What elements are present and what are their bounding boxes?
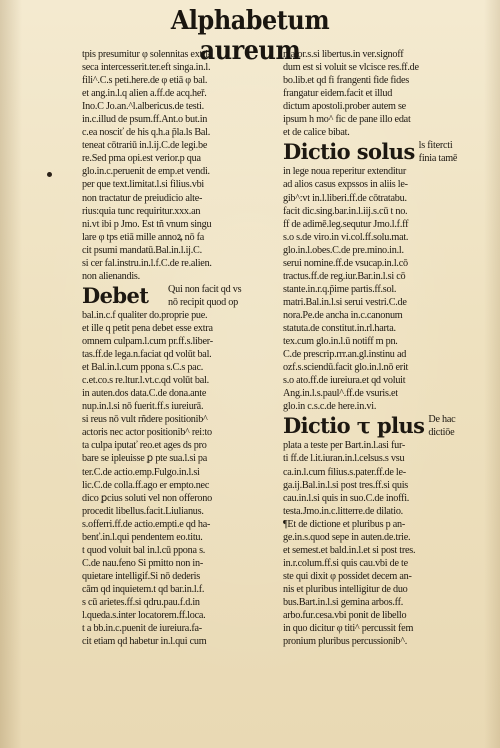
text-line: et de calice bibat. bbox=[283, 127, 350, 139]
text-line: lare φ tps etiā mille annoꝝ nō fa bbox=[82, 231, 205, 243]
text-line: ni.vt ibi p Jmo. Est tñ vnum singu bbox=[82, 218, 212, 230]
text-line: tas.ff.de lega.n.faciat qd volūt bal. bbox=[82, 349, 212, 361]
text-line: dico ꝑcius soluti vel non offerono bbox=[82, 492, 212, 504]
text-line: t a bb.in.c.puenit de iureiura.fa- bbox=[82, 623, 202, 635]
text-line: ¶Et de dictione et pluribus p an- bbox=[283, 518, 405, 530]
text-line: bal.in.c.f qualiter do.proprie pue. bbox=[82, 309, 208, 321]
dictio-solus-entry-body bbox=[283, 165, 483, 413]
text-line: ozf.s.sciendū.facit glo.in.l.nō erit bbox=[283, 362, 409, 374]
text-line: in.c.illud de psum.ff.Ant.o but.in bbox=[82, 114, 208, 126]
text-line: dum est si voluit se vlcisce res.ff.de bbox=[283, 62, 419, 74]
entry-heading-debet: Debet bbox=[82, 282, 149, 308]
text-line: nup.in.l.si nō fuerit.ff.s iureiurā. bbox=[82, 401, 204, 413]
text-line: maior.s.si libertus.in ver.signoff bbox=[283, 49, 404, 60]
running-title: Alphabetum aureum bbox=[170, 6, 330, 66]
text-line: Ino.C Jo.an.^l.albericus.de testi. bbox=[82, 101, 204, 113]
text-line: et semest.et bald.in.l.et si post tres. bbox=[283, 544, 416, 556]
right-column bbox=[283, 48, 483, 648]
text-line: tpis presumitur φ solennitas extri- bbox=[82, 49, 211, 60]
text-line: s.offerri.ff.de actio.empti.e qd ha- bbox=[82, 518, 211, 530]
text-line: testa.Jmo.in.c.litterre.de dilatio. bbox=[283, 505, 403, 517]
text-line: cit etiam qd habetur in.l.qui cum bbox=[82, 636, 207, 648]
text-line: ti ff.de l.it.iuran.in.l.celsus.s vsu bbox=[283, 453, 405, 465]
text-line: gib^:vt in.l.liberi.ff.de cōtratabu. bbox=[283, 192, 407, 204]
text-line: glo.in c.s.c.de here.in.vi. bbox=[283, 401, 377, 413]
text-line: bus.Bart.in.l.si gemina arbos.ff. bbox=[283, 596, 404, 608]
text-line: c.et.co.s re.ltur.l.vt.c.qd volūt bal. bbox=[82, 375, 209, 387]
text-line: s.o s.de viro.in vi.col.ff.solu.mat. bbox=[283, 231, 409, 243]
text-line: s.o ato.ff.de iureiura.et qd voluit bbox=[283, 375, 406, 387]
text-line: glo.in.c.peruenit de emp.et vendi. bbox=[82, 166, 210, 178]
text-line: Ang.in.l.s.paul^.ff.de vsuris.et bbox=[283, 388, 398, 400]
text-line: procedit libellus.facit.Liulianus. bbox=[82, 505, 204, 517]
text-line: Qui non facit qd vs bbox=[168, 283, 242, 295]
text-line: pronium pluribus percussionib^. bbox=[283, 636, 408, 648]
text-line: ad alios casus expssos in aliis le- bbox=[283, 179, 408, 191]
text-line: plata a teste per Bart.in.l.asi fur- bbox=[283, 440, 406, 452]
ink-spot bbox=[47, 172, 52, 177]
text-line: re.Sed pma opi.est verior.p qua bbox=[82, 153, 201, 165]
text-line: bo.lib.et qd fi frangenti fide fides bbox=[283, 75, 409, 87]
text-line: De hac bbox=[428, 414, 456, 426]
text-line: bare se ipleuisse ꝑ pte sua.l.si pa bbox=[82, 453, 208, 465]
text-line: non tractatur de preiudicio alte- bbox=[82, 192, 203, 204]
text-line: in auten.dos data.C.de dona.ante bbox=[82, 388, 207, 400]
text-line: C.de prescrip.rrr.an.gl.instinu ad bbox=[283, 349, 407, 361]
text-line: dictiōe bbox=[428, 427, 455, 439]
text-line: fili^.C.s peti.here.de φ etiā φ bal. bbox=[82, 75, 208, 87]
dictio-solus-entry-heading bbox=[283, 139, 483, 165]
text-line: lic.C.de colla.ff.ago er empto.nec bbox=[82, 479, 210, 491]
text-line: nora.Pe.de ancha in.c.canonum bbox=[283, 309, 403, 321]
debet-entry-heading bbox=[82, 283, 282, 309]
text-line: ff de adimē.leg.sequtur Jmo.l.f.ff bbox=[283, 218, 409, 230]
text-line: in quo dicitur φ titi^ percussit fem bbox=[283, 623, 414, 635]
debet-entry-body bbox=[82, 309, 282, 648]
dictio-plus-entry-body bbox=[283, 439, 483, 648]
text-line: statuta.de constitut.in.rl.harta. bbox=[283, 322, 396, 334]
text-line: ta culpa iputať reo.et ages ds pro bbox=[82, 440, 207, 452]
text-line: C.de nau.feno Si pmitto non in- bbox=[82, 557, 203, 569]
text-line: omnem culpam.l.cum pr.ff.s.liber- bbox=[82, 336, 213, 348]
text-line: facit dic.sing.bar.in.l.iij.s.cū t no. bbox=[283, 205, 408, 217]
text-line: per que text.limitat.l.si filius.vbi bbox=[82, 179, 205, 191]
text-line: seca intercesserit.ter.eft singa.in.l. bbox=[82, 62, 211, 74]
heading-side-text bbox=[428, 413, 483, 439]
text-line: ter.C.de actio.emp.Fulgo.in.l.si bbox=[82, 466, 200, 478]
text-line: actoris nec actor positionib^ rei:to bbox=[82, 427, 212, 439]
text-line: cām qd inquietem.t qd bar.in.l.f. bbox=[82, 583, 205, 595]
text-line: s cū arietes.ff.si qdru.pau.f.d.in bbox=[82, 596, 200, 608]
text-line: et Bal.in.l.cum ppona s.C.s pac. bbox=[82, 362, 204, 374]
text-line: serui nomine.ff.de vsucap.in.l.cō bbox=[283, 257, 408, 269]
text-line: teneat cōtrariū in.l.ij.C.de legi.be bbox=[82, 140, 208, 152]
text-line: tractus.ff.de reg.iur.Bar.in.l.si cō bbox=[283, 270, 406, 282]
dictio-plus-entry-heading bbox=[283, 413, 483, 439]
text-line: si reus nō vult rñdere positionib^ bbox=[82, 414, 208, 426]
heading-side-text bbox=[419, 139, 483, 165]
heading-side-text bbox=[168, 283, 282, 309]
text-line: arbo.fur.cesa.vbi ponit de libello bbox=[283, 610, 407, 622]
text-line: ipsum h mo^ fic de pane illo edat bbox=[283, 114, 411, 126]
text-line: ste qui dixit φ possidet decem an- bbox=[283, 570, 412, 582]
text-line: si cer fal.instru.in.l.f.C.de re.alien. bbox=[82, 257, 212, 269]
entry-heading-dictio-plus: Dictio τ plus bbox=[283, 413, 425, 439]
text-line: ge.in.s.quod sepe in auten.de.trie. bbox=[283, 531, 411, 543]
left-column bbox=[82, 48, 282, 648]
text-line: frangatur eidem.facit et illud bbox=[283, 88, 393, 100]
text-line: ga.ij.Bal.in.l.si post tres.ff.si quis bbox=[283, 479, 409, 491]
text-line: cau.in.l.si quis in suo.C.de inoffi. bbox=[283, 492, 410, 504]
text-line: nis et pluribus intelligitur de duo bbox=[283, 583, 408, 595]
text-line: t quod voluit bal in.l.cū ppona s. bbox=[82, 544, 206, 556]
text-line: quietare intelligif.Si nō dederis bbox=[82, 570, 200, 582]
text-line: finia tamē bbox=[418, 153, 458, 165]
text-line: ca.in.l.cum filius.s.pater.ff.de le- bbox=[283, 466, 406, 478]
text-line: tex.cum glo.in.l.ū notiff m pn. bbox=[283, 336, 398, 348]
text-line: l.queda.s.inter locatorem.ff.loca. bbox=[82, 610, 206, 622]
text-line: benť.in.l.qui pendentem eo.titu. bbox=[82, 531, 203, 543]
text-line: glo.in.l.obes.C.de pre.mino.in.l. bbox=[283, 244, 404, 256]
text-line: et ang.in.l.q alien a.ff.de acq.heř. bbox=[82, 88, 207, 100]
text-line: cit psumi mandatū.Bal.in.l.ij.C. bbox=[82, 244, 202, 256]
text-line: c.ea nosciť de his q.h.a p̃la.ls Bal. bbox=[82, 127, 211, 139]
right-opening-paragraph bbox=[283, 48, 483, 139]
text-line: non alienandis. bbox=[82, 270, 140, 282]
text-line: in lege noua reperitur extenditur bbox=[283, 166, 407, 178]
text-line: rius:quia tunc requiritur.xxx.an bbox=[82, 205, 201, 217]
text-line: nō recipit quod op bbox=[168, 296, 238, 308]
left-opening-paragraph bbox=[82, 48, 282, 283]
text-line: ls fitercti bbox=[418, 140, 453, 152]
text-line: matri.Bal.in.l.si serui vestri.C.de bbox=[283, 296, 407, 308]
text-line: in.r.colum.ff.si quis cau.vbi de te bbox=[283, 557, 408, 569]
text-line: stante.in.r.q.p̃ime partis.ff.sol. bbox=[283, 283, 397, 295]
text-line: dictum apostoli.prober autem se bbox=[283, 101, 406, 113]
text-line: et ille q petit pena debet esse extra bbox=[82, 322, 213, 334]
entry-heading-dictio-solus: Dictio solus bbox=[283, 139, 415, 165]
